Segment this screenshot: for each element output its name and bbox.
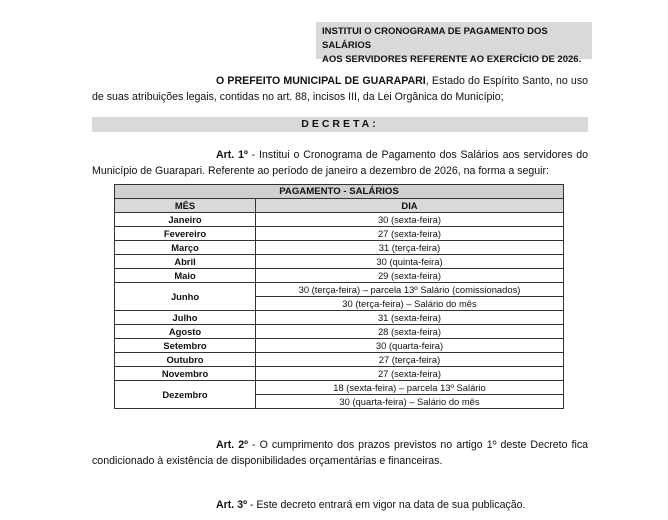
art3-text: - Este decreto entrará em vigor na data de sua publicação. [246,499,526,511]
art1-label: Art. 1º [216,149,248,161]
day-cell: 27 (sexta-feira) [256,227,564,241]
table-row [115,213,564,227]
table-title: PAGAMENTO - SALÁRIOS [115,185,564,199]
month-cell: Junho [115,283,256,311]
table-row [115,325,564,339]
month-cell: Outubro [115,353,256,367]
preambulo-text: , Estado do Espírito Santo, no uso de suas atribuições legais, contidas no art. 88, incisos III, da Lei Orgânica do Município; [92,75,589,103]
table-row [115,381,564,395]
art2-text: - O cumprimento dos prazos previstos no artigo 1º deste Decreto fica condicionado à existência de disponibilidades orçamentárias e financeiras. [92,439,589,467]
day-cell: 29 (sexta-feira) [256,269,564,283]
month-cell: Abril [115,255,256,269]
table-row [115,353,564,367]
month-cell: Novembro [115,367,256,381]
table-row [115,339,564,353]
month-cell: Dezembro [115,381,256,409]
day-cell: 27 (sexta-feira) [256,367,564,381]
table-row [115,227,564,241]
preambulo-authority: O PREFEITO MUNICIPAL DE GUARAPARI [216,75,426,87]
month-cell: Março [115,241,256,255]
ementa-line-1: INSTITUI O CRONOGRAMA DE PAGAMENTO DOS SALÁRIOS [322,26,548,51]
day-cell: 30 (sexta-feira) [256,213,564,227]
day-cell: 31 (sexta-feira) [256,311,564,325]
art1-paragraph [92,147,588,179]
ementa-line-2: AOS SERVIDORES REFERENTE AO EXERCÍCIO DE 2026. [322,54,582,65]
day-cell: 30 (terça-feira) – parcela 13º Salário (comissionados) [256,283,564,297]
day-cell: 27 (terça-feira) [256,353,564,367]
art1-text: - Institui o Cronograma de Pagamento dos Salários aos servidores do Município de Guarapari. Referente ao período de janeiro a dezembro de 2026, na forma a seguir: [92,149,588,177]
day-cell: 30 (quarta-feira) – Salário do mês [256,395,564,409]
art2-label: Art. 2º [216,439,249,451]
day-cell: 28 (sexta-feira) [256,325,564,339]
table-row [115,311,564,325]
table-row [115,255,564,269]
month-cell: Julho [115,311,256,325]
art3-label: Art. 3º [216,499,247,511]
column-header-dia: DIA [256,199,564,213]
table-row [115,367,564,381]
preambulo-paragraph [92,73,588,105]
month-cell: Maio [115,269,256,283]
day-cell: 30 (terça-feira) – Salário do mês [256,297,564,311]
day-cell: 30 (quinta-feira) [256,255,564,269]
month-cell: Fevereiro [115,227,256,241]
table-row [115,241,564,255]
month-cell: Janeiro [115,213,256,227]
ementa-box [316,22,592,65]
decreta-heading: DECRETA: [92,117,588,132]
art2-paragraph [92,437,588,469]
day-cell: 18 (sexta-feira) – parcela 13º Salário [256,381,564,395]
month-cell: Agosto [115,325,256,339]
day-cell: 30 (quarta-feira) [256,339,564,353]
salary-schedule-table [114,184,564,409]
table-row [115,269,564,283]
table-row [115,283,564,297]
month-cell: Setembro [115,339,256,353]
art3-paragraph [92,497,588,513]
day-cell: 31 (terça-feira) [256,241,564,255]
column-header-mes: MÊS [115,199,256,213]
